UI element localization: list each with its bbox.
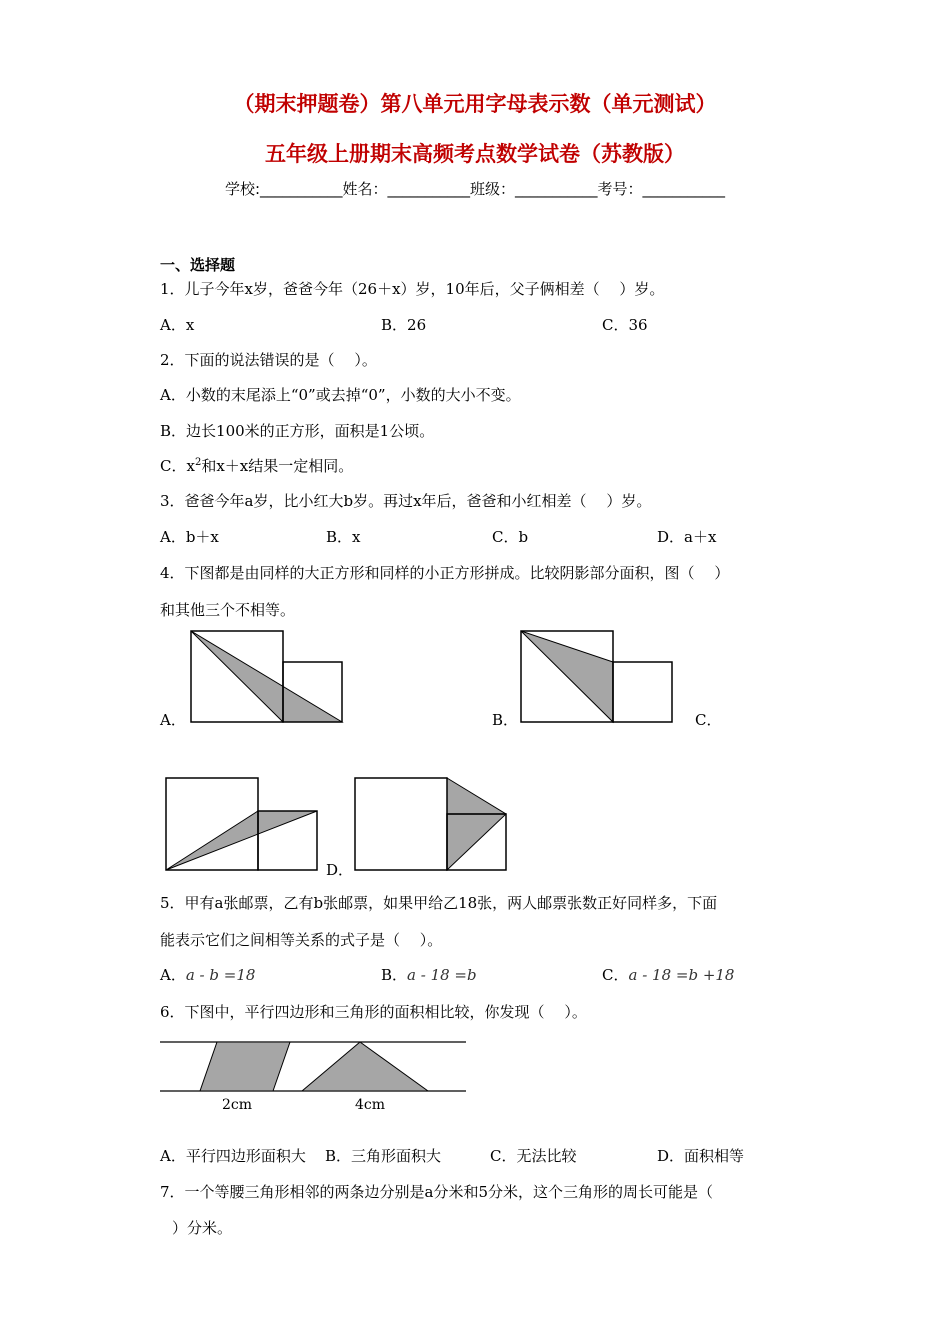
q2-option-b: B．边长100米的正方形，面积是1公顷。 <box>160 422 435 440</box>
q4-label-b: B． <box>492 711 519 729</box>
title-line-1: （期末押题卷）第八单元用字母表示数（单元测试） <box>233 92 717 116</box>
title-line-2: 五年级上册期末高频考点数学试卷（苏教版） <box>265 142 685 166</box>
question-7-line-2: ）分米。 <box>172 1219 233 1237</box>
q6-label-4cm: 4cm <box>355 1097 386 1113</box>
q1-option-b: B．26 <box>381 316 427 334</box>
q4b-small-square <box>613 662 672 722</box>
q1-option-a: A．x <box>160 316 195 334</box>
question-6: 6．下图中，平行四边形和三角形的面积相比较，你发现（ ）。 <box>160 1003 587 1021</box>
question-5-line-1: 5．甲有a张邮票，乙有b张邮票，如果甲给乙18张，两人邮票张数正好同样多，下面 <box>160 894 718 912</box>
q6-triangle <box>302 1042 428 1091</box>
q4-label-d: D． <box>326 861 354 879</box>
q6-option-b: B．三角形面积大 <box>325 1147 442 1165</box>
question-2: 2．下面的说法错误的是（ ）。 <box>160 351 377 369</box>
q4-figure-d <box>352 775 512 873</box>
question-3: 3．爸爸今年a岁，比小红大b岁。再过x年后，爸爸和小红相差（ ）岁。 <box>160 492 652 510</box>
q6-option-c: C．无法比较 <box>490 1147 577 1165</box>
q5-option-b <box>381 964 477 985</box>
q5-option-c-label: C． <box>602 966 629 984</box>
q4d-big-square <box>355 778 447 870</box>
section-heading: 一、选择题 <box>160 256 236 274</box>
question-1: 1．儿子今年x岁，爸爸今年（26＋x）岁，10年后，父子俩相差（ ）岁。 <box>160 280 665 298</box>
q4-label-a: A． <box>160 711 186 729</box>
q5-option-c <box>602 964 734 985</box>
q5-option-b-label: B． <box>381 966 408 984</box>
question-7-line-1: 7．一个等腰三角形相邻的两条边分别是a分米和5分米，这个三角形的周长可能是（ <box>160 1183 714 1201</box>
q3-option-d: D．a＋x <box>657 528 717 546</box>
q3-option-c: C．b <box>492 528 529 546</box>
q4b-shaded-triangle <box>521 631 613 722</box>
q3-option-a: A．b＋x <box>160 528 219 546</box>
q2-option-c-suffix: 和x＋x结果一定相同。 <box>201 457 354 475</box>
q4-figure-c <box>163 775 323 873</box>
question-4-line-2: 和其他三个不相等。 <box>160 601 296 619</box>
q2-option-c <box>160 455 353 476</box>
q5-option-a <box>160 964 255 985</box>
q6-parallelogram <box>200 1042 290 1091</box>
q4-figure-a <box>188 628 348 724</box>
q6-option-d: D．面积相等 <box>657 1147 745 1165</box>
q1-option-c: C．36 <box>602 316 648 334</box>
q5-option-b-expression: a - 18 =b <box>407 966 477 984</box>
q3-option-b: B．x <box>326 528 361 546</box>
q2-superscript: 2 <box>194 457 202 468</box>
q4c-shaded-triangle <box>166 811 317 870</box>
q4-figure-b <box>518 628 678 724</box>
q6-option-a: A．平行四边形面积大 <box>160 1147 306 1165</box>
q4d-shaded-triangle <box>447 778 506 870</box>
q6-figure <box>160 1038 470 1118</box>
question-5-line-2: 能表示它们之间相等关系的式子是（ ）。 <box>160 931 443 949</box>
q5-option-a-expression: a - b =18 <box>185 966 256 984</box>
q5-option-c-expression: a - 18 =b +18 <box>628 966 735 984</box>
q2-option-c-prefix: C．x <box>160 457 195 475</box>
q4-label-c: C． <box>695 711 722 729</box>
question-4-line-1: 4．下图都是由同样的大正方形和同样的小正方形拼成。比较阴影部分面积，图（ ） <box>160 564 730 582</box>
q6-label-2cm: 2cm <box>222 1097 253 1113</box>
q2-option-a: A．小数的末尾添上“0”或去掉“0”，小数的大小不变。 <box>160 386 521 404</box>
q5-option-a-label: A． <box>160 966 186 984</box>
q4a-shaded-triangle <box>191 631 342 722</box>
student-info-line: 学校:___________姓名：___________班级：___________考号：___________ <box>224 180 726 198</box>
